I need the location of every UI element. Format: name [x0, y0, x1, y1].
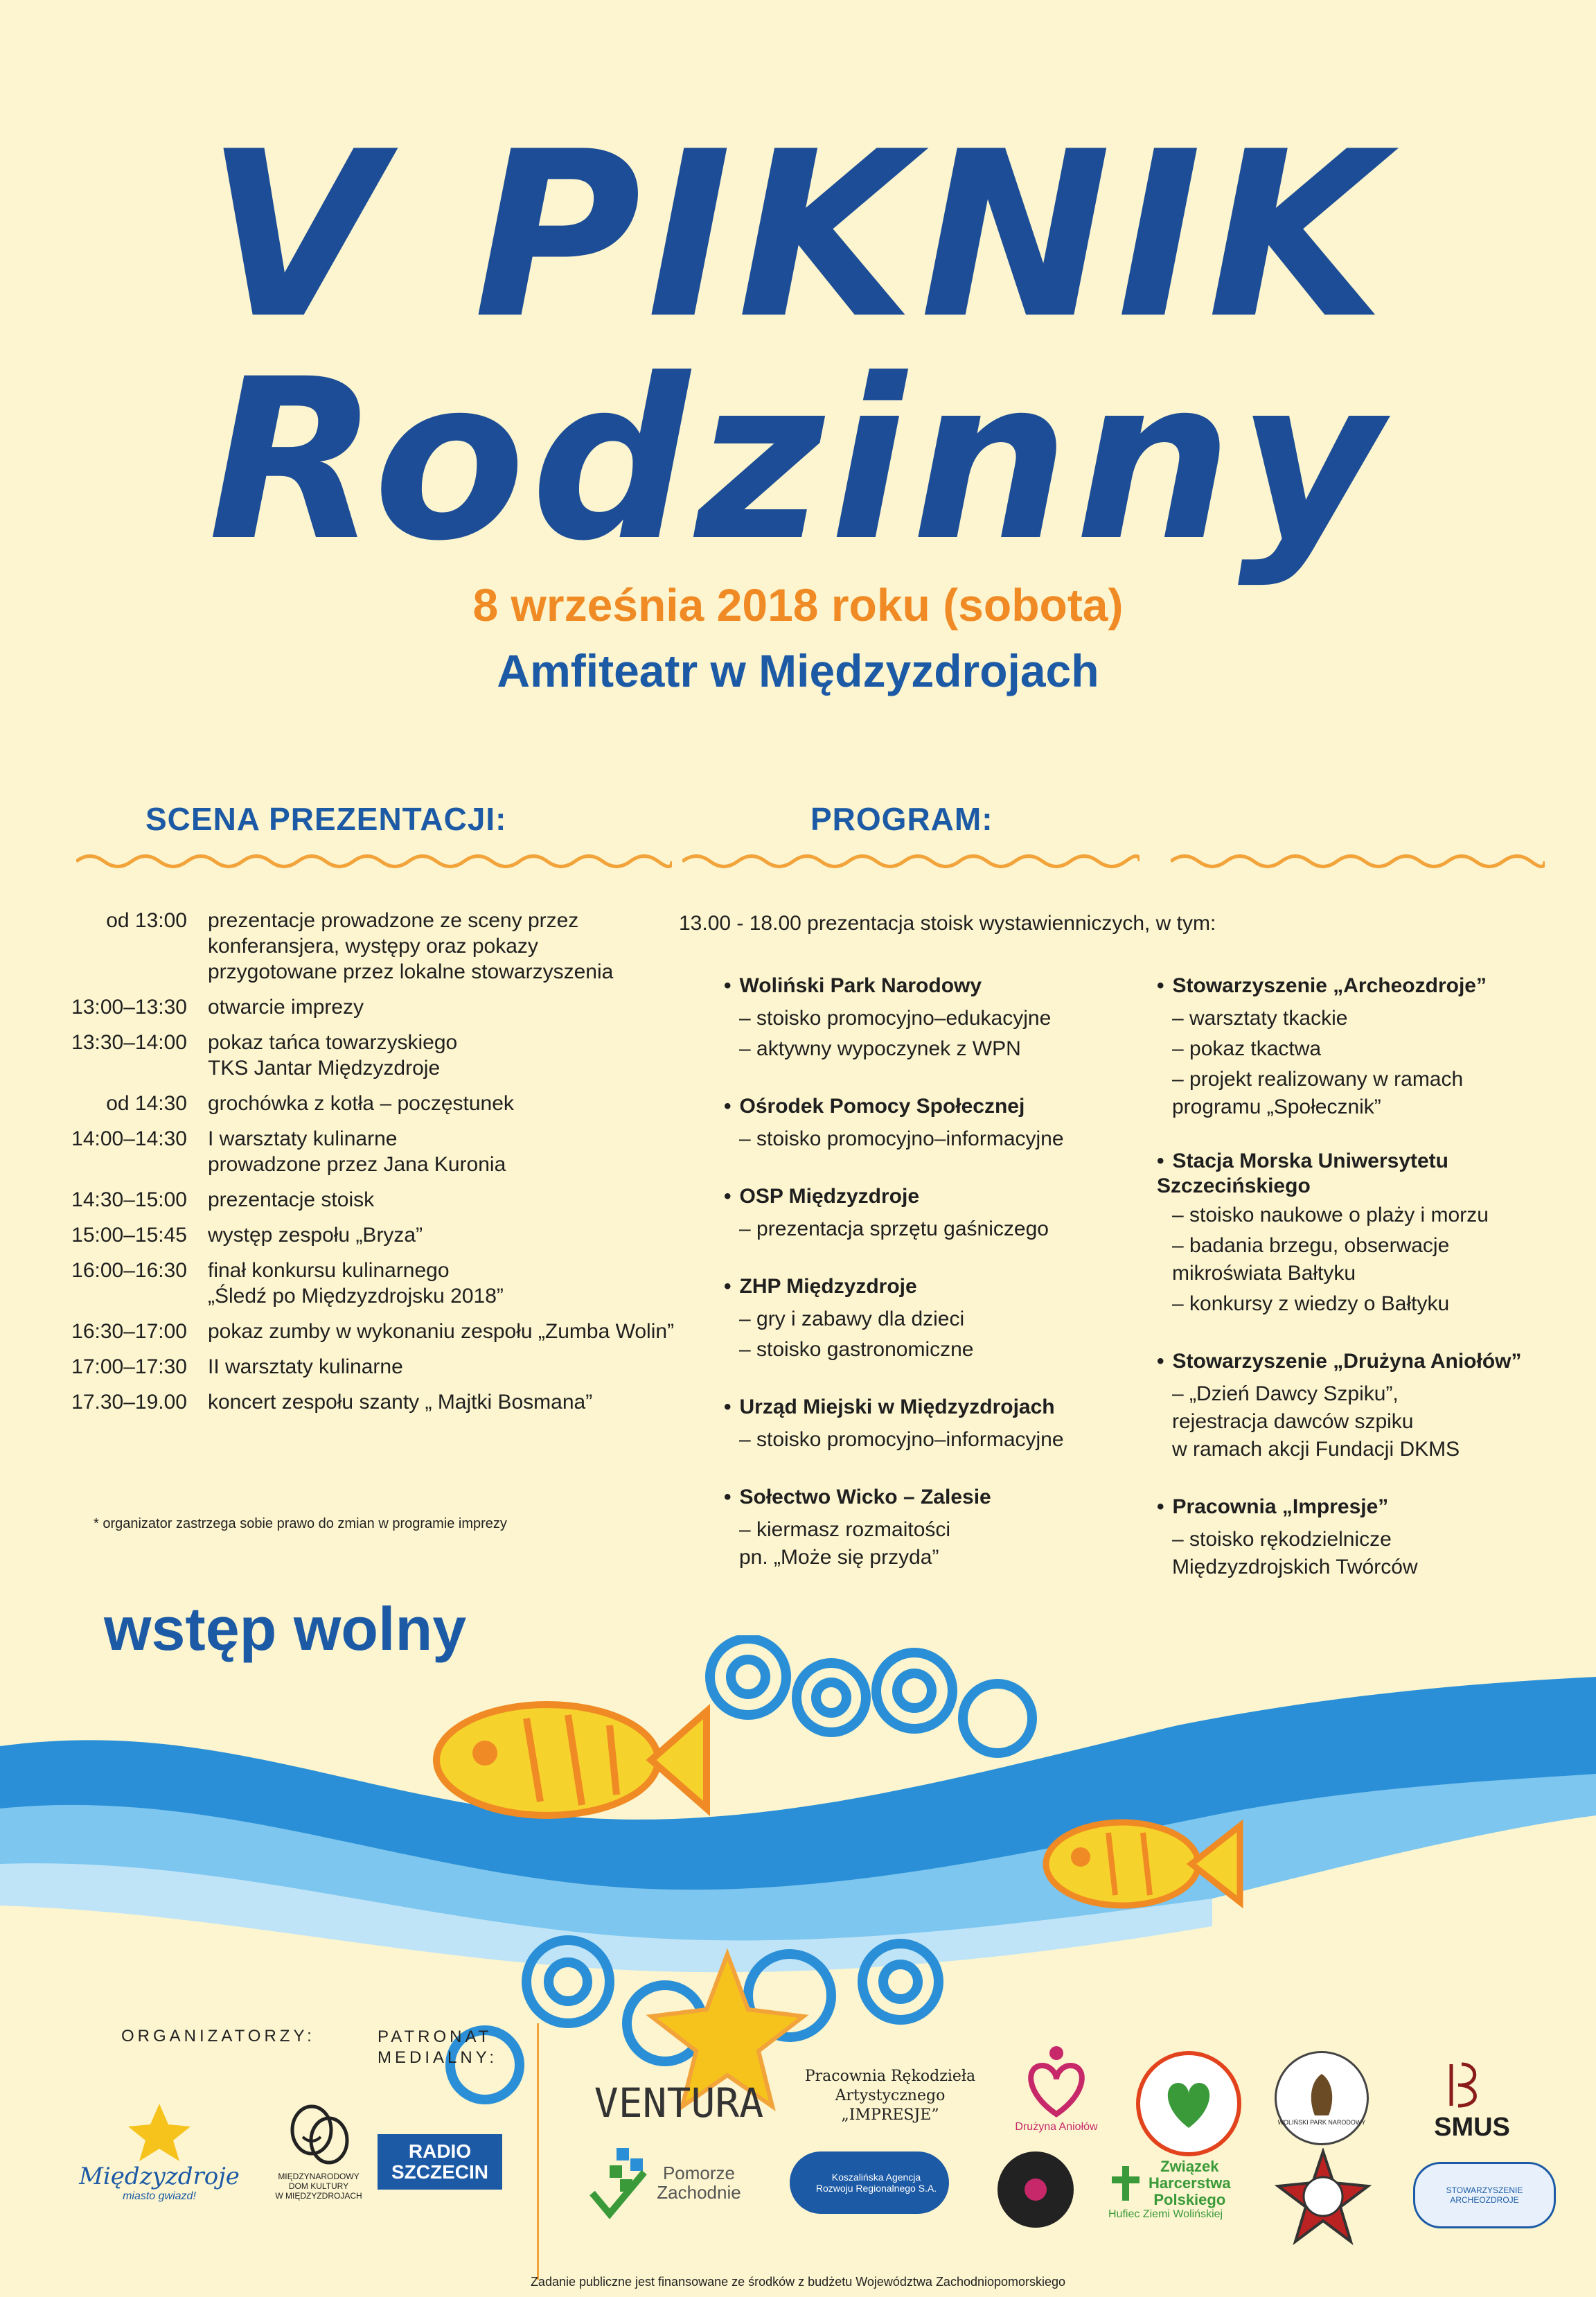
schedule-row: [62, 1091, 700, 1116]
program-item: – stoisko promocyjno–informacyjne: [739, 1127, 1064, 1150]
program-group: [724, 970, 1126, 1063]
fire-brigade-badge-icon: [1275, 2148, 1372, 2245]
schedule-text: koncert zespołu szanty „ Majtki Bosmana”: [208, 1391, 593, 1414]
program-group-title: • OSP Międzyzdroje: [724, 1181, 1126, 1213]
miedzyzdroje-subtext: miasto gwiazd!: [123, 2190, 196, 2202]
schedule-row: [62, 1126, 700, 1177]
program-intro: 13.00 - 18.00 prezentacja stoisk wystawienniczych, w tym:: [679, 912, 1216, 935]
program-group: [724, 1091, 1126, 1153]
program-item: – badania brzegu, obserwacje mikroświata Bałtyku: [1172, 1234, 1450, 1285]
smus-emblem-icon: [1437, 2057, 1507, 2113]
program-item: – warsztaty tkackie: [1172, 1007, 1348, 1030]
ventura-logo: VENTURA: [594, 2079, 764, 2127]
schedule-text: II warsztaty kulinarne: [208, 1355, 403, 1378]
organizers-label: ORGANIZATORZY:: [121, 2027, 315, 2045]
fish-left-icon: [436, 1705, 707, 1815]
radio-szczecin-logo: RADIO SZCZECIN: [378, 2134, 502, 2190]
program-group: [724, 1391, 1126, 1454]
schedule-row: [62, 1354, 700, 1380]
schedule-text: finał konkursu kulinarnego „Śledź po Międzyzdrojsku 2018”: [208, 1259, 504, 1308]
schedule-row: [62, 1222, 700, 1248]
event-date: 8 września 2018 roku (sobota): [472, 579, 1124, 631]
miedzyzdroje-logo: [62, 2100, 256, 2203]
schedule-text: pokaz tańca towarzyskiego TKS Jantar Międzyzdroje: [208, 1031, 458, 1080]
smus-text: SMUS: [1434, 2112, 1510, 2142]
schedule-text: grochówka z kotła – poczęstunek: [208, 1092, 514, 1115]
program-item: – pokaz tkactwa: [1172, 1037, 1322, 1060]
scene-heading: SCENA PREZENTACJI:: [145, 801, 507, 837]
schedule-text: pokaz zumby w wykonaniu zespołu „Zumba Wolin”: [208, 1320, 675, 1343]
funding-note: Zadanie publiczne jest finansowane ze środków z budżetu Województwa Zachodniopomorskiego: [530, 2275, 1066, 2289]
poster-title-line1: V PIKNIK: [206, 103, 1390, 369]
schedule-time: 13:00–13:30: [71, 996, 187, 1019]
program-heading: PROGRAM:: [810, 801, 993, 837]
program-group-title: • Woliński Park Narodowy: [724, 970, 1126, 1002]
schedule-text: występ zespołu „Bryza”: [208, 1224, 423, 1247]
program-group-title: • Urząd Miejski w Międzyzdrojach: [724, 1391, 1126, 1423]
program-item: – prezentacja sprzętu gaśniczego: [739, 1217, 1049, 1240]
archeozdroje-logo: STOWARZYSZENIE ARCHEOZDROJE: [1413, 2162, 1556, 2228]
program-group-title: • ZHP Międzyzdroje: [724, 1271, 1126, 1303]
schedule-time: od 13:00: [106, 909, 187, 932]
program-group: [724, 1181, 1126, 1243]
program-group: [724, 1271, 1126, 1364]
schedule-time: 17:00–17:30: [71, 1355, 187, 1378]
schedule-time: 16:00–16:30: [71, 1259, 187, 1282]
program-item: – stoisko promocyjno–edukacyjne: [739, 1007, 1052, 1030]
program-item: – projekt realizowany w ramach programu „Społecznik”: [1172, 1068, 1464, 1118]
schedule-text: otwarcie imprezy: [208, 996, 364, 1019]
vinyl-record-logo-icon: [991, 2148, 1081, 2231]
schedule-row: [62, 908, 700, 985]
free-entry: wstęp wolny: [104, 1594, 467, 1663]
scene-schedule: [62, 908, 700, 1425]
footer-divider: [537, 2023, 539, 2280]
program-item: – stoisko gastronomiczne: [739, 1338, 974, 1361]
schedule-row: [62, 1187, 700, 1213]
wpn-logo: [1275, 2051, 1369, 2145]
program-group: [1157, 1346, 1545, 1463]
druzyna-aniolow-logo: [991, 2030, 1122, 2148]
mdk-text: MIĘDZYNARODOWY DOM KULTURY W MIĘDZYZDROJACH: [275, 2172, 362, 2201]
poster-title-line2: Rodzinny: [208, 332, 1388, 590]
disclaimer-note: * organizator zastrzega sobie prawo do zmian w programie imprezy: [94, 1516, 507, 1531]
zhp-text: Związek Harcerstwa Polskiego: [1149, 2158, 1231, 2208]
program-item: – aktywny wypoczynek z WPN: [739, 1037, 1021, 1060]
theatre-masks-icon: [287, 2102, 350, 2172]
miedzyzdroje-text: Międzyzdroje: [79, 2163, 240, 2190]
schedule-time: 14:00–14:30: [71, 1127, 187, 1150]
wpn-text: WOLIŃSKI PARK NARODOWY: [1277, 2119, 1366, 2126]
program-group-title: • Pracownia „Impresje”: [1157, 1491, 1545, 1523]
pomorze-text: Pomorze Zachodnie: [657, 2163, 741, 2203]
program-item: – stoisko promocyjno–informacyjne: [739, 1428, 1064, 1451]
schedule-time: 14:30–15:00: [71, 1188, 187, 1211]
star-logo-icon: [121, 2100, 197, 2163]
schedule-text: prezentacje stoisk: [208, 1188, 375, 1211]
schedule-text: prezentacje prowadzone ze sceny przez konferansjera, występy oraz pokazy przygotowane przez lokalne stowarzyszenia: [208, 909, 614, 983]
program-item: – stoisko rękodzielnicze Międzyzdrojskich Twórców: [1172, 1528, 1418, 1578]
schedule-row: [62, 1030, 700, 1081]
druzyna-text: Drużyna Aniołów: [1015, 2121, 1098, 2133]
program-group-title: • Stowarzyszenie „Drużyna Aniołów”: [1157, 1346, 1545, 1378]
program-item: – gry i zabawy dla dzieci: [739, 1308, 965, 1330]
schedule-time: od 14:30: [106, 1092, 187, 1115]
program-group: [1157, 1491, 1545, 1581]
wave-divider-left: [76, 851, 672, 872]
schedule-row: [62, 1389, 700, 1415]
program-group-title: • Sołectwo Wicko – Zalesie: [724, 1481, 1126, 1513]
zhp-subtext: Hufiec Ziemi Wolińskiej: [1108, 2208, 1223, 2220]
smus-logo: [1413, 2051, 1531, 2148]
program-group: [1157, 1149, 1545, 1318]
event-venue: Amfiteatr w Międzyzdrojach: [497, 645, 1099, 696]
program-item: – „Dzień Dawcy Szpiku”, rejestracja dawców szpiku w ramach akcji Fundacji DKMS: [1172, 1382, 1460, 1461]
pomorze-zachodnie-logo: [575, 2138, 755, 2228]
mdk-logo: [249, 2093, 388, 2210]
media-patron-label: PATRONAT MEDIALNY:: [378, 2027, 498, 2067]
program-item: – kiermasz rozmaitości pn. „Może się przyda”: [739, 1518, 951, 1569]
program-group: [724, 1481, 1126, 1572]
program-group: [1157, 970, 1545, 1121]
arr-logo: Koszalińska Agencja Rozwoju Regionalnego S.A.: [790, 2151, 949, 2214]
program-item: – konkursy z wiedzy o Bałtyku: [1172, 1292, 1450, 1315]
schedule-text: I warsztaty kulinarne prowadzone przez Jana Kuronia: [208, 1127, 506, 1176]
wave-divider-middle: [682, 851, 1140, 872]
angel-heart-icon: [1018, 2045, 1094, 2121]
schedule-time: 17.30–19.00: [71, 1391, 187, 1414]
program-group-title: • Stowarzyszenie „Archeozdroje”: [1157, 970, 1545, 1002]
schedule-time: 16:30–17:00: [71, 1320, 187, 1343]
scout-cross-icon: [1108, 2163, 1143, 2204]
schedule-row: [62, 1319, 700, 1344]
region-logo-icon: [589, 2145, 651, 2221]
schedule-time: 13:30–14:00: [71, 1031, 187, 1054]
schedule-row: [62, 1258, 700, 1309]
program-group-title: • Stacja Morska Uniwersytetu Szczecińskiego: [1157, 1149, 1545, 1199]
program-item: – stoisko naukowe o plaży i morzu: [1172, 1204, 1489, 1226]
impresje-logo: Pracownia Rękodzieła Artystycznego „IMPRESJE”: [804, 2068, 976, 2124]
program-column-1: [724, 970, 1126, 1599]
eagle-icon: [1301, 2070, 1342, 2119]
program-column-2: [1157, 970, 1545, 1609]
wave-divider-right: [1171, 851, 1545, 872]
schedule-time: 15:00–15:45: [71, 1224, 187, 1247]
zhp-logo: [1108, 2141, 1254, 2238]
program-group-title: • Ośrodek Pomocy Społecznej: [724, 1091, 1126, 1123]
schedule-row: [62, 994, 700, 1020]
